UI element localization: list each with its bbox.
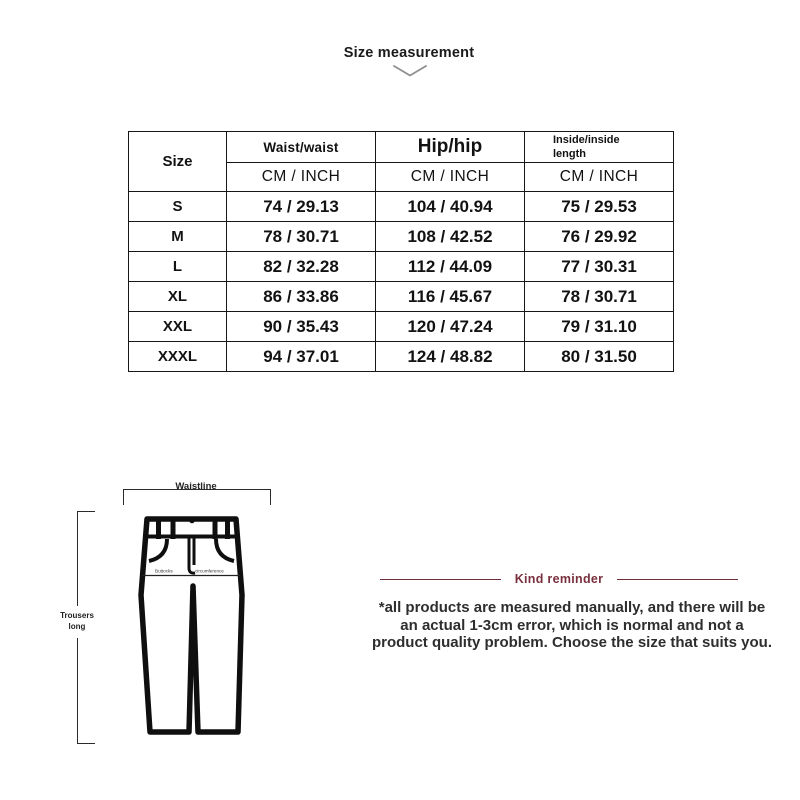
table-row <box>129 252 674 282</box>
reminder-line: product quality problem. Choose the size that suits you. <box>371 634 773 652</box>
inside-length-value: 76 / 29.92 <box>525 222 674 252</box>
waist-value: 94 / 37.01 <box>227 342 376 372</box>
inside-length-value: 78 / 30.71 <box>525 282 674 312</box>
circumference-label: circumference <box>195 568 224 574</box>
reminder-right-rule <box>617 579 738 580</box>
trousers-length-label: Trousers long <box>48 606 106 638</box>
hip-column-header: Hip/hip <box>376 132 525 163</box>
inside-length-column-header: Inside/inside length <box>525 132 674 163</box>
expand-chevron[interactable] <box>392 64 428 78</box>
waist-value: 86 / 33.86 <box>227 282 376 312</box>
hip-value: 112 / 44.09 <box>376 252 525 282</box>
inside-length-value: 80 / 31.50 <box>525 342 674 372</box>
size-cell: XXXL <box>129 342 227 372</box>
hip-value: 116 / 45.67 <box>376 282 525 312</box>
kind-reminder-text <box>362 599 782 652</box>
size-cell: M <box>129 222 227 252</box>
inside-unit-cell: CM / INCH <box>525 163 674 192</box>
page-title: Size measurement <box>343 45 475 61</box>
size-column-header: Size <box>129 132 227 192</box>
size-cell: XL <box>129 282 227 312</box>
waist-value: 78 / 30.71 <box>227 222 376 252</box>
hip-value: 120 / 47.24 <box>376 312 525 342</box>
reminder-left-rule <box>380 579 501 580</box>
table-row <box>129 282 674 312</box>
inside-length-value: 79 / 31.10 <box>525 312 674 342</box>
hip-unit-cell: CM / INCH <box>376 163 525 192</box>
size-table <box>128 131 674 372</box>
table-header-row <box>129 132 674 163</box>
reminder-line: *all products are measured manually, and there will be <box>378 599 766 616</box>
table-row <box>129 342 674 372</box>
trousers-diagram-icon <box>136 510 246 742</box>
inside-length-value: 77 / 30.31 <box>525 252 674 282</box>
buttocks-label: Buttocks <box>155 568 173 574</box>
hip-value: 124 / 48.82 <box>376 342 525 372</box>
waist-value: 74 / 29.13 <box>227 192 376 222</box>
hip-value: 108 / 42.52 <box>376 222 525 252</box>
size-cell: L <box>129 252 227 282</box>
waist-column-header: Waist/waist <box>227 132 376 163</box>
size-cell: XXL <box>129 312 227 342</box>
waist-value: 82 / 32.28 <box>227 252 376 282</box>
table-row <box>129 312 674 342</box>
waist-unit-cell: CM / INCH <box>227 163 376 192</box>
table-row <box>129 222 674 252</box>
kind-reminder-title: Kind reminder <box>514 572 604 586</box>
waistline-label: Waistline <box>175 481 217 492</box>
table-row <box>129 192 674 222</box>
kind-reminder-header <box>380 571 738 587</box>
hip-value: 104 / 40.94 <box>376 192 525 222</box>
reminder-line: an actual 1-3cm error, which is normal and not a <box>400 616 744 634</box>
waist-value: 90 / 35.43 <box>227 312 376 342</box>
chevron-down-icon <box>392 64 428 78</box>
size-cell: S <box>129 192 227 222</box>
inside-length-value: 75 / 29.53 <box>525 192 674 222</box>
